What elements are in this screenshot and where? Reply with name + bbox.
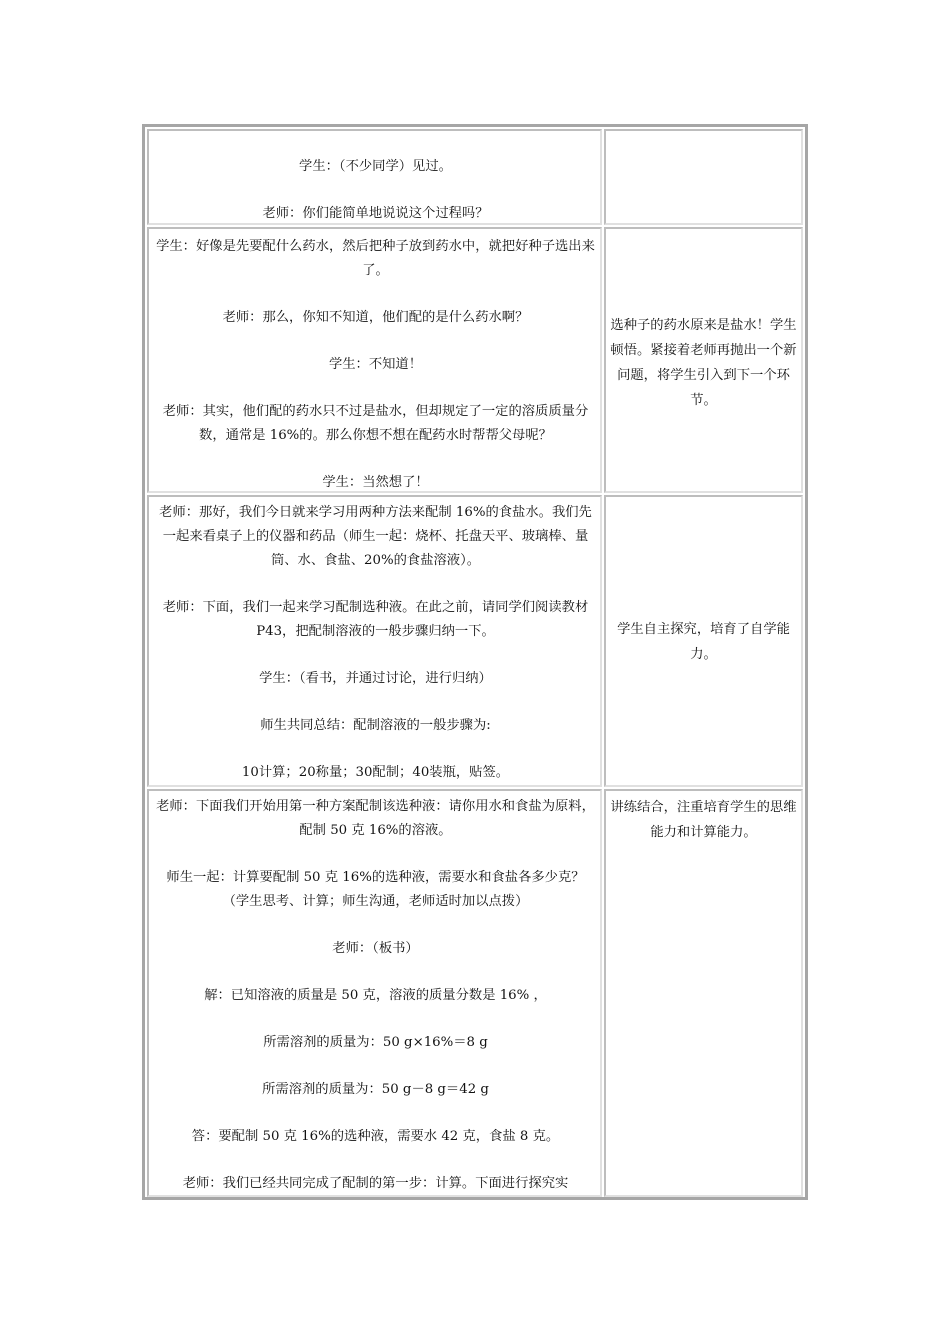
design-note: 选种子的药水原来是盐水！学生顿悟。紧接着老师再抛出一个新问题，将学生引入到下一个环节。 xyxy=(610,318,797,408)
lesson-plan-table xyxy=(142,124,808,1200)
table-row xyxy=(147,789,803,1197)
dialogue-line: 学生：（不少同学）见过。 xyxy=(299,159,452,174)
dialogue-cell xyxy=(147,227,602,493)
dialogue-line: 师生一起：计算要配制 50 克 16%的选种液，需要水和食盐各多少克？（学生思考、计算；师生沟通，老师适时加以点拨） xyxy=(166,870,585,909)
dialogue-line: 所需溶剂的质量为：50 g－8 g＝42 g xyxy=(262,1082,489,1097)
table-row xyxy=(147,129,803,225)
dialogue-line: 学生：不知道！ xyxy=(328,357,423,372)
design-note-cell xyxy=(604,495,803,787)
design-note-cell xyxy=(604,129,803,225)
table-row xyxy=(147,227,803,493)
dialogue-line: 老师：（板书） xyxy=(332,941,419,956)
dialogue-line: 老师：那么，你知不知道，他们配的是什么药水啊？ xyxy=(222,310,529,325)
dialogue-line: 学生：好像是先要配什么药水，然后把种子放到药水中，就把好种子选出来了。 xyxy=(156,239,595,278)
dialogue-cell xyxy=(147,495,602,787)
design-note-cell xyxy=(604,789,803,1197)
dialogue-line: 答：要配制 50 克 16%的选种液，需要水 42 克，食盐 8 克。 xyxy=(191,1129,560,1144)
dialogue-line: 老师：下面我们开始用第一种方案配制该选种液：请你用水和食盐为原料，配制 50 克 16%的溶液。 xyxy=(156,799,595,838)
design-note-cell xyxy=(604,227,803,493)
dialogue-cell xyxy=(147,129,602,225)
dialogue-line: 老师：其实，他们配的药水只不过是盐水，但却规定了一定的溶质质量分数，通常是 16%的。那么你想不想在配药水时帮帮父母呢？ xyxy=(162,404,589,443)
design-note: 学生自主探究，培育了自学能力。 xyxy=(617,622,790,662)
dialogue-line: 学生：（看书，并通过讨论，进行归纳） xyxy=(259,671,492,686)
dialogue-line: 10计算；20称量；30配制；40装瓶，贴签。 xyxy=(241,765,510,780)
dialogue-line: 学生：当然想了！ xyxy=(322,475,429,490)
table-row xyxy=(147,495,803,787)
dialogue-line: 解：已知溶液的质量是 50 克，溶液的质量分数是 16% ， xyxy=(204,988,547,1003)
dialogue-line: 老师：我们已经共同完成了配制的第一步：计算。下面进行探究实 xyxy=(182,1176,569,1191)
design-note: 讲练结合，注重培育学生的思维能力和计算能力。 xyxy=(610,800,797,840)
dialogue-line: 老师：下面，我们一起来学习配制选种液。在此之前，请同学们阅读教材 P43，把配制溶液的一般步骤归纳一下。 xyxy=(162,600,589,639)
dialogue-line: 师生共同总结：配制溶液的一般步骤为: xyxy=(260,718,491,733)
dialogue-cell xyxy=(147,789,602,1197)
dialogue-line: 老师：那好，我们今日就来学习用两种方法来配制 16%的食盐水。我们先一起来看桌子上的仪器和药品（师生一起：烧杯、托盘天平、玻璃棒、量筒、水、食盐、20%的食盐溶液）。 xyxy=(159,505,592,568)
dialogue-line: 所需溶剂的质量为：50 g×16%＝8 g xyxy=(263,1035,488,1050)
dialogue-line: 老师：你们能简单地说说这个过程吗？ xyxy=(262,206,489,221)
